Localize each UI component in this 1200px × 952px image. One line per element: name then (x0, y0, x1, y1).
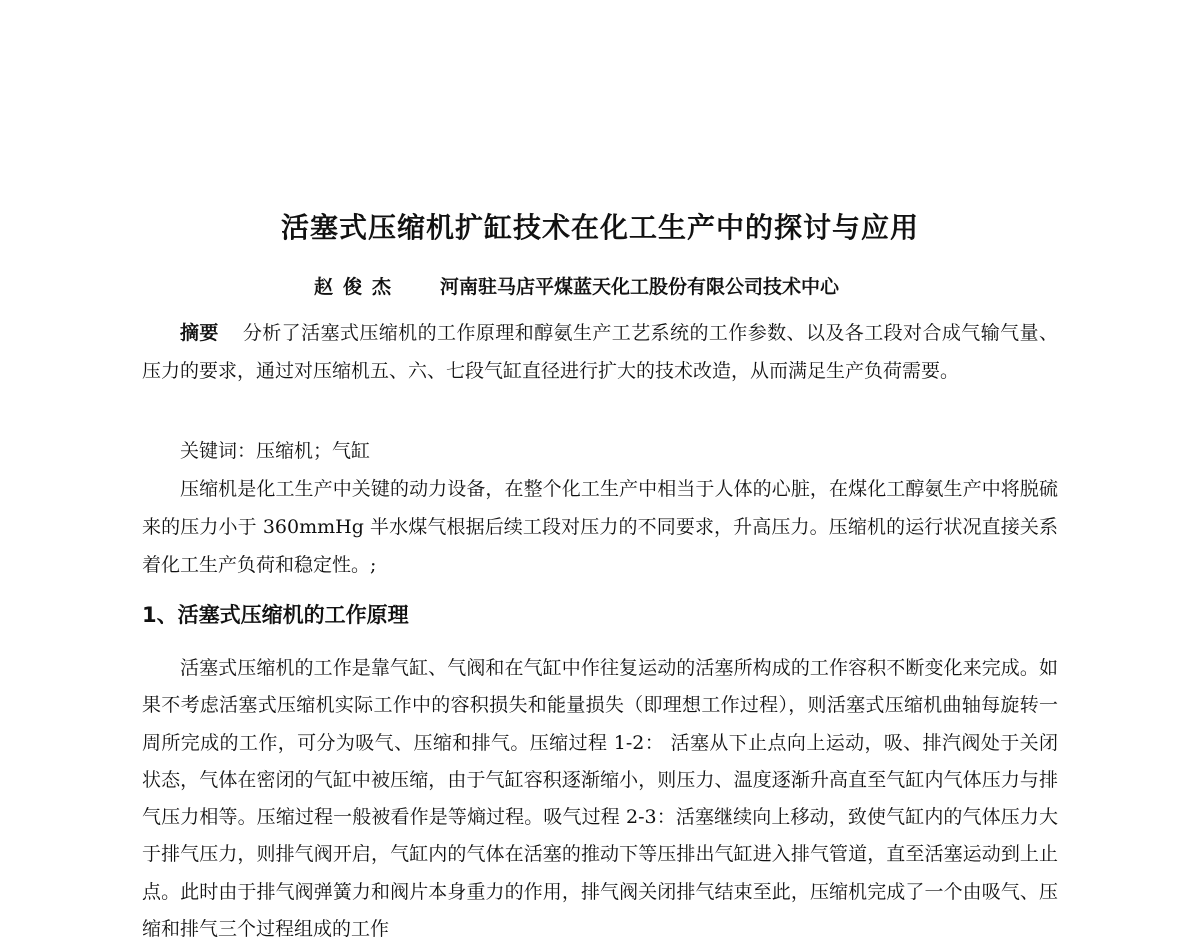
abstract-paragraph (142, 314, 1058, 390)
section-heading: 1、活塞式压缩机的工作原理 (142, 603, 409, 627)
section1-paragraph (142, 650, 1058, 948)
abstract-label: 摘要 (180, 322, 219, 344)
keywords-line (142, 432, 1058, 470)
keywords-text: 关键词：压缩机；气缸 (180, 440, 371, 462)
section1-text: 活塞式压缩机的工作是靠气缸、气阀和在气缸中作往复运动的活塞所构成的工作容积不断变化来完成。如果不考虑活塞式压缩机实际工作中的容积损失和能量损失（即理想工作过程），则活塞式压缩机曲轴每旋转一周所完成的工作，可分为吸气、压缩和排气。压缩过程 1-2： 活塞从下止点向上运动，吸、排汽阀处于关闭状态，气体在密闭的气缸中被压缩，由于气缸容积逐渐缩小，则压力、温度逐渐升高直至气缸内气体压力与排气压力相等。压缩过程一般被看作是等熵过程。吸气过程 2-3：活塞继续向上移动，致使气缸内的气体压力大于排气压力，则排气阀开启，气缸内的气体在活塞的推动下等压排出气缸进入排气管道，直至活塞运动到上止点。此时由于排气阀弹簧力和阀片本身重力的作用，排气阀关闭排气结束至此，压缩机完成了一个由吸气、压缩和排气三个过程组成的工作 (142, 657, 1058, 941)
abstract-text: 分析了活塞式压缩机的工作原理和醇氨生产工艺系统的工作参数、以及各工段对合成气输气量、压力的要求，通过对压缩机五、六、七段气缸直径进行扩大的技术改造，从而满足生产负荷需要。 (142, 322, 1058, 382)
intro-paragraph (142, 470, 1058, 584)
author-affiliation: 河南驻马店平煤蓝天化工股份有限公司技术中心 (440, 276, 840, 298)
intro-text: 压缩机是化工生产中关键的动力设备，在整个化工生产中相当于人体的心脏，在煤化工醇氨生产中将脱硫来的压力小于 360mmHg 半水煤气根据后续工段对压力的不同要求，升高压力。压缩机的运行状况直接关系着化工生产负荷和稳定性。; (142, 478, 1058, 576)
author-name: 赵俊杰 (314, 276, 402, 298)
paper-title: 活塞式压缩机扩缸技术在化工生产中的探讨与应用 (280, 211, 919, 244)
